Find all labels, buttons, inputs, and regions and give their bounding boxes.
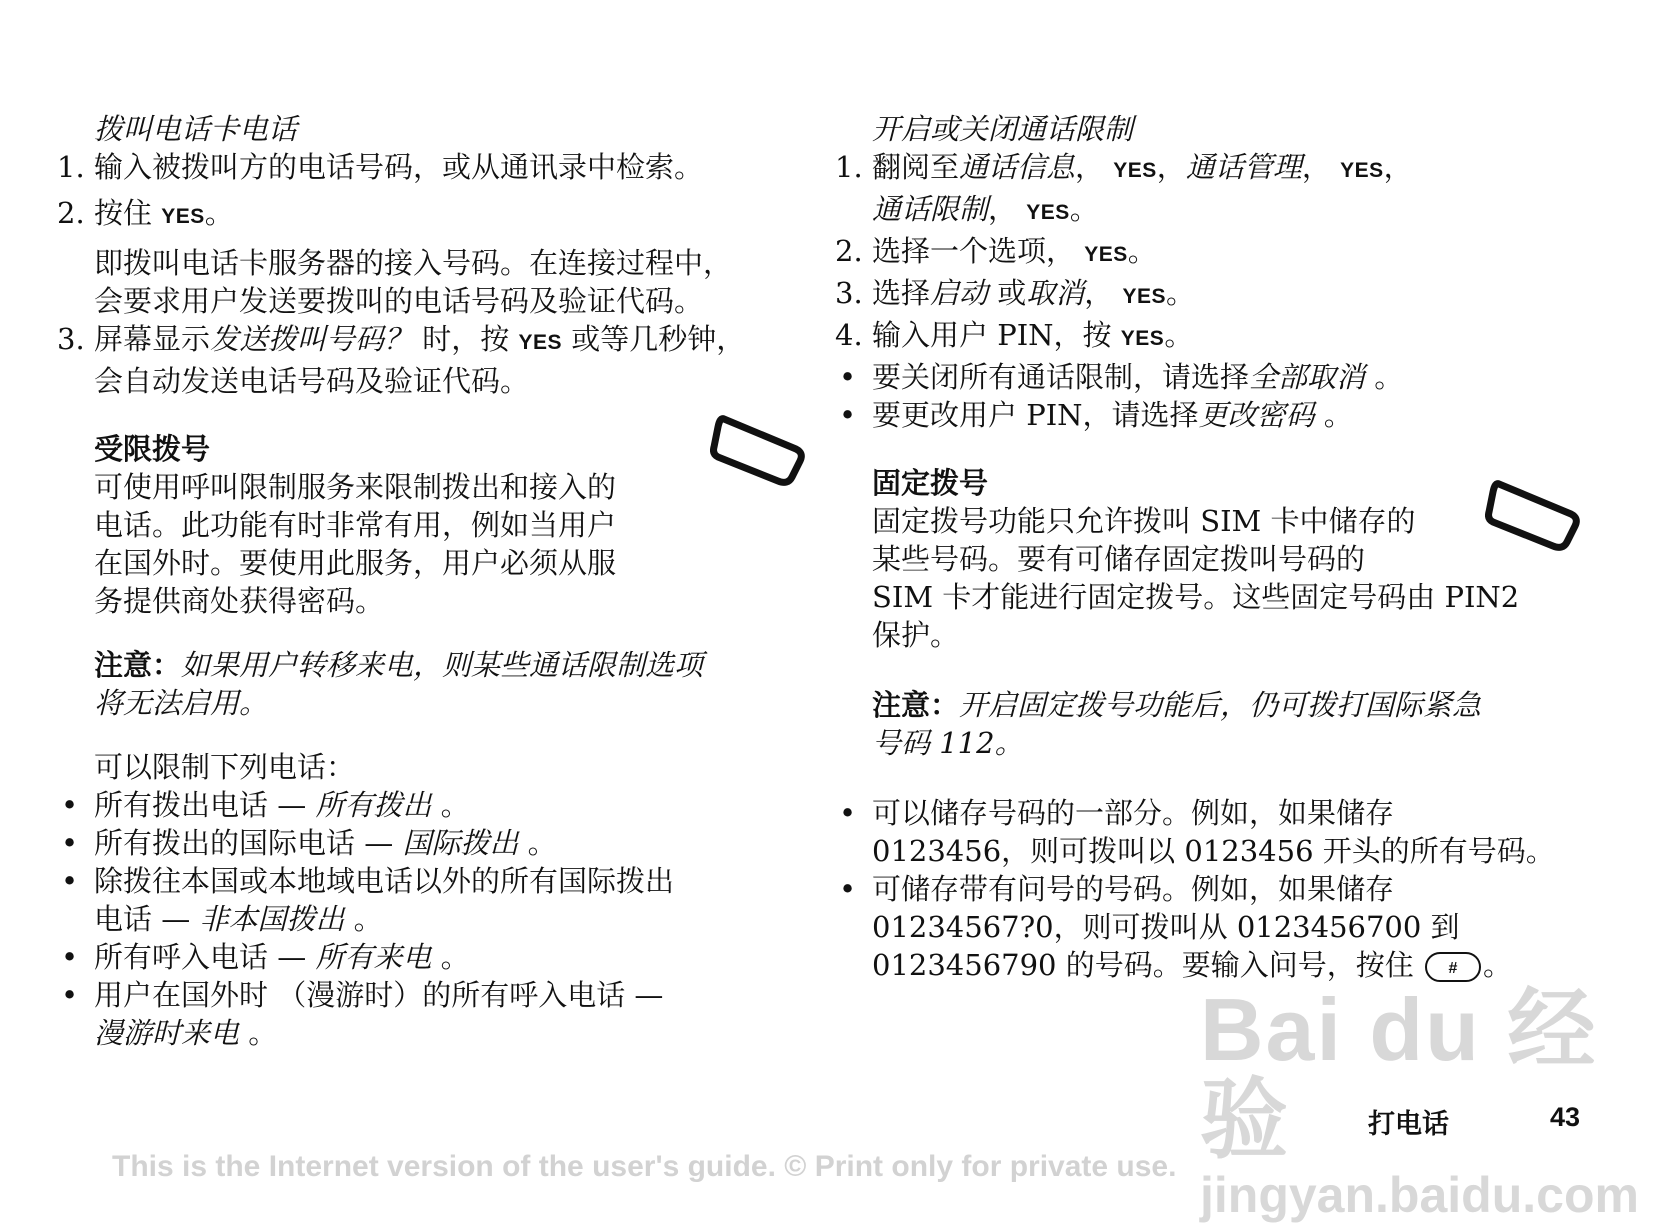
yes-key: YES xyxy=(161,205,205,228)
bullet-text-end: 。 xyxy=(518,826,557,860)
restricted-note xyxy=(57,646,797,684)
menu-option: 漫游时来电 xyxy=(94,1016,240,1050)
fixed-bullet-1-continued: 0123456，则可拨叫以 0123456 开头的所有号码。 xyxy=(872,834,1555,868)
menu-option: 全部取消 xyxy=(1249,360,1366,394)
step-number: 1. xyxy=(57,150,85,184)
restricted-bullet-4 xyxy=(57,938,797,976)
bullet-icon: • xyxy=(61,940,79,974)
bullet-text: 用户在国外时 （漫游时）的所有呼入电话 — xyxy=(94,978,664,1012)
step-number: 1. xyxy=(835,150,863,184)
menu-option: 非本国拨出 xyxy=(199,902,345,936)
bullet-text: 可储存带有问号的号码。例如，如果储存 xyxy=(872,872,1395,906)
bullet-text-end: 。 xyxy=(1365,360,1404,394)
restricted-para-line-4: 务提供商处获得密码。 xyxy=(94,584,385,618)
bullet-icon: • xyxy=(61,826,79,860)
yes-key: YES xyxy=(1026,201,1070,224)
restricted-bullet-3-continued xyxy=(57,900,797,938)
fixed-para-line-2: 某些号码。要有可储存固定拨叫号码的 xyxy=(872,542,1366,576)
menu-option: 通话限制 xyxy=(872,192,989,226)
step-2-desc-line-2: 会要求用户发送要拨叫的电话号码及验证代码。 xyxy=(94,284,704,318)
separator: ， xyxy=(1383,150,1413,184)
hash-key-icon: # xyxy=(1425,952,1481,982)
right-column xyxy=(835,110,1595,984)
fixed-bullet-1 xyxy=(835,794,1595,832)
restricted-para-line-2: 电话。此功能有时非常有用，例如当用户 xyxy=(94,508,617,542)
menu-option: 发送拨叫号码？ xyxy=(210,322,414,356)
fixed-bullet-2 xyxy=(835,870,1595,908)
footer-section-title: 打电话 xyxy=(1368,1109,1449,1139)
note-label: 注意： xyxy=(94,648,182,682)
step-text: 或等几秒钟， xyxy=(562,322,746,356)
note-label: 注意： xyxy=(872,688,960,722)
separator: ， xyxy=(988,192,1018,226)
separator: ， xyxy=(1084,276,1114,310)
fixed-note-continued: 号码 112。 xyxy=(872,726,1024,760)
bullet-text-end: 。 xyxy=(1482,948,1512,982)
restricted-dialing-heading: 受限拨号 xyxy=(94,434,211,466)
step-text: 选择 xyxy=(872,276,931,310)
bullet-icon: • xyxy=(839,360,857,394)
bullet-text: 0123456790 的号码。要输入问号，按住 xyxy=(872,948,1423,982)
bullet-text: 所有拨出电话 — xyxy=(94,788,316,822)
barring-step-1 xyxy=(835,148,1595,190)
step-text: 输入用户 PIN，按 xyxy=(872,318,1121,352)
fixed-dialing-heading: 固定拨号 xyxy=(872,468,989,500)
restricted-bullet-5-continued xyxy=(57,1014,797,1052)
menu-option: 取消 xyxy=(1026,276,1085,310)
menu-option: 通话管理 xyxy=(1185,150,1302,184)
yes-key: YES xyxy=(518,331,562,354)
step-3-continued: 会自动发送电话号码及验证代码。 xyxy=(94,364,530,398)
bullet-text-end: 。 xyxy=(344,902,383,936)
restricted-bullet-1 xyxy=(57,786,797,824)
separator: ， xyxy=(1301,150,1331,184)
step-number: 2. xyxy=(57,196,85,230)
bullet-text: 电话 — xyxy=(94,902,200,936)
card-call-step-2 xyxy=(57,194,797,236)
menu-option: 国际拨出 xyxy=(402,826,519,860)
step-text: 或 xyxy=(997,276,1027,310)
yes-key: YES xyxy=(1122,285,1167,308)
bullet-icon: • xyxy=(839,872,857,906)
barring-step-1-continued xyxy=(835,190,1595,232)
fixed-para-line-3: SIM 卡才能进行固定拨号。这些固定号码由 PIN2 xyxy=(872,580,1520,614)
bullet-icon: • xyxy=(61,978,79,1012)
restricted-para-line-1: 可使用呼叫限制服务来限制拨出和接入的 xyxy=(94,470,617,504)
watermark-url: jingyan.baidu.com xyxy=(1200,1167,1639,1223)
barring-bullet-2 xyxy=(835,396,1595,434)
restricted-intro: 可以限制下列电话： xyxy=(94,750,356,784)
step-2-desc-line-1: 即拨叫电话卡服务器的接入号码。在连接过程中， xyxy=(94,246,733,280)
barring-bullet-1 xyxy=(835,358,1595,396)
bullet-text: 所有呼入电话 — xyxy=(94,940,316,974)
note-text: 如果用户转移来电，则某些通话限制选项 xyxy=(181,648,704,682)
yes-key: YES xyxy=(1084,243,1128,266)
card-call-title: 拨叫电话卡电话 xyxy=(94,112,298,146)
note-text: 开启固定拨号功能后，仍可拨打国际紧急 xyxy=(959,688,1482,722)
bullet-icon: • xyxy=(61,864,79,898)
yes-key: YES xyxy=(1340,159,1384,182)
watermark-logo: Bai du 经验 xyxy=(1200,980,1598,1169)
fixed-para-line-1: 固定拨号功能只允许拨叫 SIM 卡中储存的 xyxy=(872,504,1416,538)
fixed-bullet-2-continued: 01234567?0，则可拨叫从 0123456700 到 xyxy=(872,910,1460,944)
step-text-end: 。 xyxy=(1069,192,1099,226)
barring-step-4 xyxy=(835,316,1595,358)
bullet-text-end: 。 xyxy=(431,940,470,974)
bullet-text: 要关闭所有通话限制，请选择 xyxy=(872,360,1250,394)
disclaimer: This is the Internet version of the user's guide. © Print only for private use. xyxy=(112,1150,1177,1183)
step-text: 时，按 xyxy=(413,322,519,356)
bullet-icon: • xyxy=(839,796,857,830)
bullet-text-end: 。 xyxy=(239,1016,278,1050)
menu-option: 启动 xyxy=(930,276,989,310)
bullet-text-end: 。 xyxy=(431,788,470,822)
step-text: 按住 xyxy=(94,196,162,230)
bullet-text: 可以储存号码的一部分。例如，如果储存 xyxy=(872,796,1395,830)
step-text-end: 。 xyxy=(1166,276,1196,310)
step-text: 屏幕显示 xyxy=(94,322,211,356)
fixed-bullet-2-last xyxy=(835,946,1595,984)
bullet-text-end: 。 xyxy=(1314,398,1353,432)
fixed-para-line-4: 保护。 xyxy=(872,618,960,652)
bullet-text: 所有拨出的国际电话 — xyxy=(94,826,403,860)
menu-option: 所有来电 xyxy=(315,940,432,974)
yes-key: YES xyxy=(1113,159,1157,182)
separator: ， xyxy=(1075,150,1105,184)
sim-card-icon xyxy=(710,415,806,487)
step-text: 选择一个选项， xyxy=(872,234,1076,268)
step-text-end: 。 xyxy=(1164,318,1194,352)
bullet-text: 要更改用户 PIN，请选择 xyxy=(872,398,1199,432)
bullet-icon: • xyxy=(61,788,79,822)
separator: ， xyxy=(1156,150,1186,184)
card-call-step-1 xyxy=(57,148,797,186)
step-text: 翻阅至 xyxy=(872,150,960,184)
page-number: 43 xyxy=(1550,1102,1581,1132)
bullet-icon: • xyxy=(839,398,857,432)
step-number: 2. xyxy=(835,234,863,268)
restricted-para-line-3: 在国外时。要使用此服务，用户必须从服 xyxy=(94,546,617,580)
yes-key: YES xyxy=(1120,327,1165,350)
step-number: 3. xyxy=(57,322,85,356)
step-text-end: 。 xyxy=(204,196,234,230)
barring-step-2 xyxy=(835,232,1595,274)
step-text: 输入被拨叫方的电话号码，或从通讯录中检索。 xyxy=(94,150,704,184)
restricted-bullet-5 xyxy=(57,976,797,1014)
menu-option: 更改密码 xyxy=(1198,398,1315,432)
restricted-bullet-3 xyxy=(57,862,797,900)
step-text-end: 。 xyxy=(1127,234,1157,268)
bullet-text: 除拨往本国或本地域电话以外的所有国际拨出 xyxy=(94,864,675,898)
step-number: 3. xyxy=(835,276,863,310)
step-number: 4. xyxy=(835,318,863,352)
restricted-note-continued: 将无法启用。 xyxy=(94,686,269,720)
barring-title: 开启或关闭通话限制 xyxy=(872,112,1134,146)
menu-option: 所有拨出 xyxy=(315,788,432,822)
card-call-step-3 xyxy=(57,320,797,362)
sim-card-icon xyxy=(1485,480,1581,552)
left-column xyxy=(57,110,797,1052)
barring-step-3 xyxy=(835,274,1595,316)
fixed-note xyxy=(835,686,1595,724)
restricted-bullet-2 xyxy=(57,824,797,862)
menu-option: 通话信息 xyxy=(959,150,1076,184)
